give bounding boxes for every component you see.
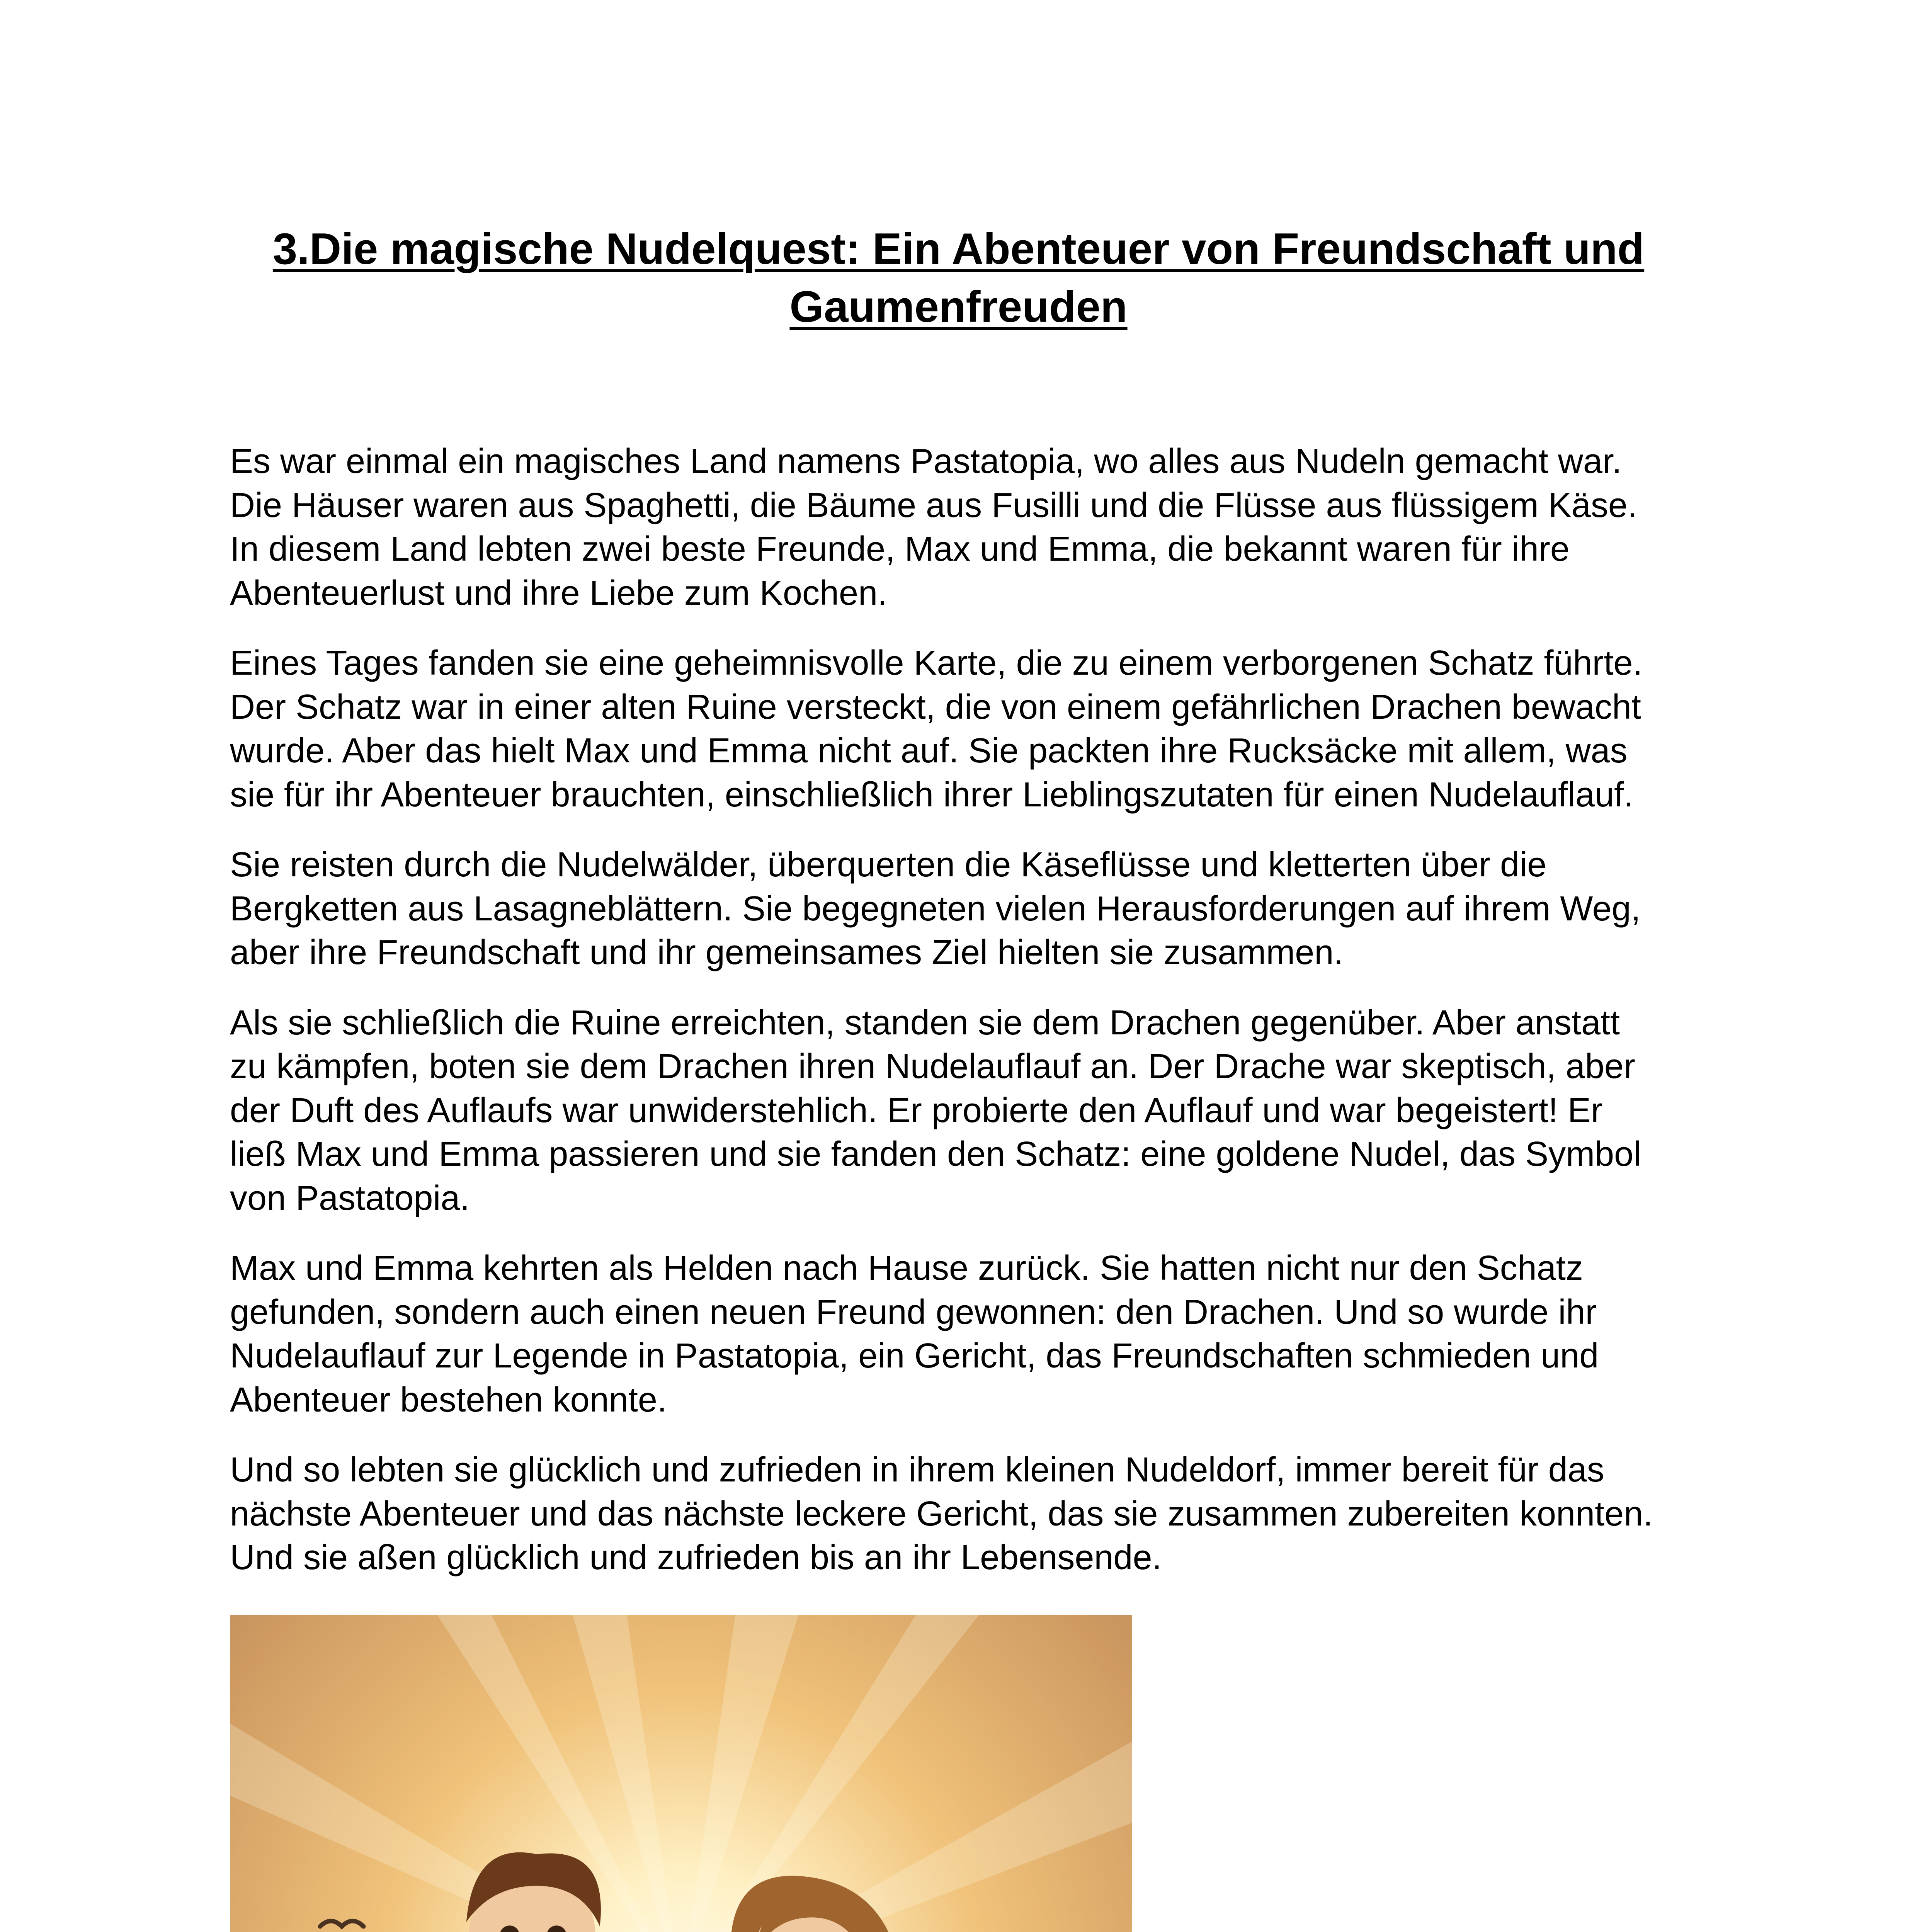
sky xyxy=(230,1615,1132,1932)
text-line: von Pastatopia. xyxy=(230,1179,470,1218)
text-line: Und sie aßen glücklich und zufrieden bis an ihr Lebensende. xyxy=(230,1538,1162,1577)
paragraph xyxy=(230,1448,1710,1580)
paragraph xyxy=(230,440,1710,615)
text-line: Der Schatz war in einer alten Ruine versteckt, die von einem gefährlichen Drachen bewacht xyxy=(230,687,1641,726)
paragraph xyxy=(230,1247,1710,1422)
text-line: Abenteuerlust und ihre Liebe zum Kochen. xyxy=(230,573,888,612)
title-line-2: Gaumenfreuden xyxy=(789,282,1128,332)
text-line: Nudelauflauf zur Legende in Pastatopia, ein Gericht, das Freundschaften schmieden und xyxy=(230,1337,1599,1375)
text-line: Und so lebten sie glücklich und zufrieden in ihrem kleinen Nudeldorf, immer bereit für das xyxy=(230,1451,1604,1489)
text-line: Bergketten aus Lasagneblättern. Sie begegneten vielen Herausforderungen auf ihrem Weg, xyxy=(230,889,1641,928)
text-line: Sie reisten durch die Nudelwälder, überquerten die Käseflüsse und kletterten über die xyxy=(230,845,1547,884)
paragraph xyxy=(230,843,1710,975)
paragraph xyxy=(230,1001,1710,1221)
story-body xyxy=(230,440,1710,1606)
text-line: der Duft des Auflaufs war unwiderstehlich. Er probierte den Auflauf und war begeistert! Er xyxy=(230,1091,1602,1130)
text-line: ließ Max und Emma passieren und sie fanden den Schatz: eine goldene Nudel, das Symbol xyxy=(230,1135,1641,1173)
text-line: zu kämpfen, boten sie dem Drachen ihren Nudelauflauf an. Der Drache war skeptisch, aber xyxy=(230,1047,1635,1086)
text-line: Als sie schließlich die Ruine erreichten, standen sie dem Drachen gegenüber. Aber anstatt xyxy=(230,1003,1620,1042)
story-illustration xyxy=(230,1615,1132,1932)
illustration-children-running-field xyxy=(230,1615,1132,1932)
text-line: Eines Tages fanden sie eine geheimnisvolle Karte, die zu einem verborgenen Schatz führte. xyxy=(230,644,1643,682)
text-line: Abenteuer bestehen konnte. xyxy=(230,1380,667,1419)
paragraph xyxy=(230,641,1710,817)
document-title xyxy=(216,220,1701,336)
text-line: nächste Abenteuer und das nächste leckere Gericht, das sie zusammen zubereiten konnten. xyxy=(230,1494,1653,1533)
text-line: Die Häuser waren aus Spaghetti, die Bäume aus Fusilli und die Flüsse aus flüssigem Käse. xyxy=(230,486,1637,525)
text-line: Es war einmal ein magisches Land namens Pastatopia, wo alles aus Nudeln gemacht war. xyxy=(230,442,1622,481)
text-line: wurde. Aber das hielt Max und Emma nicht auf. Sie packten ihre Rucksäcke mit allem, was xyxy=(230,731,1628,770)
text-line: aber ihre Freundschaft und ihr gemeinsames Ziel hielten sie zusammen. xyxy=(230,933,1344,972)
title-line-1: 3.Die magische Nudelquest: Ein Abenteuer von Freundschaft und xyxy=(272,224,1645,274)
text-line: sie für ihr Abenteuer brauchten, einschließlich ihrer Lieblingszutaten für einen Nudelauflauf. xyxy=(230,775,1634,814)
text-line: gefunden, sondern auch einen neuen Freund gewonnen: den Drachen. Und so wurde ihr xyxy=(230,1293,1597,1332)
text-line: In diesem Land lebten zwei beste Freunde, Max und Emma, die bekannt waren für ihre xyxy=(230,530,1570,568)
text-line: Max und Emma kehrten als Helden nach Hause zurück. Sie hatten nicht nur den Schatz xyxy=(230,1249,1583,1287)
